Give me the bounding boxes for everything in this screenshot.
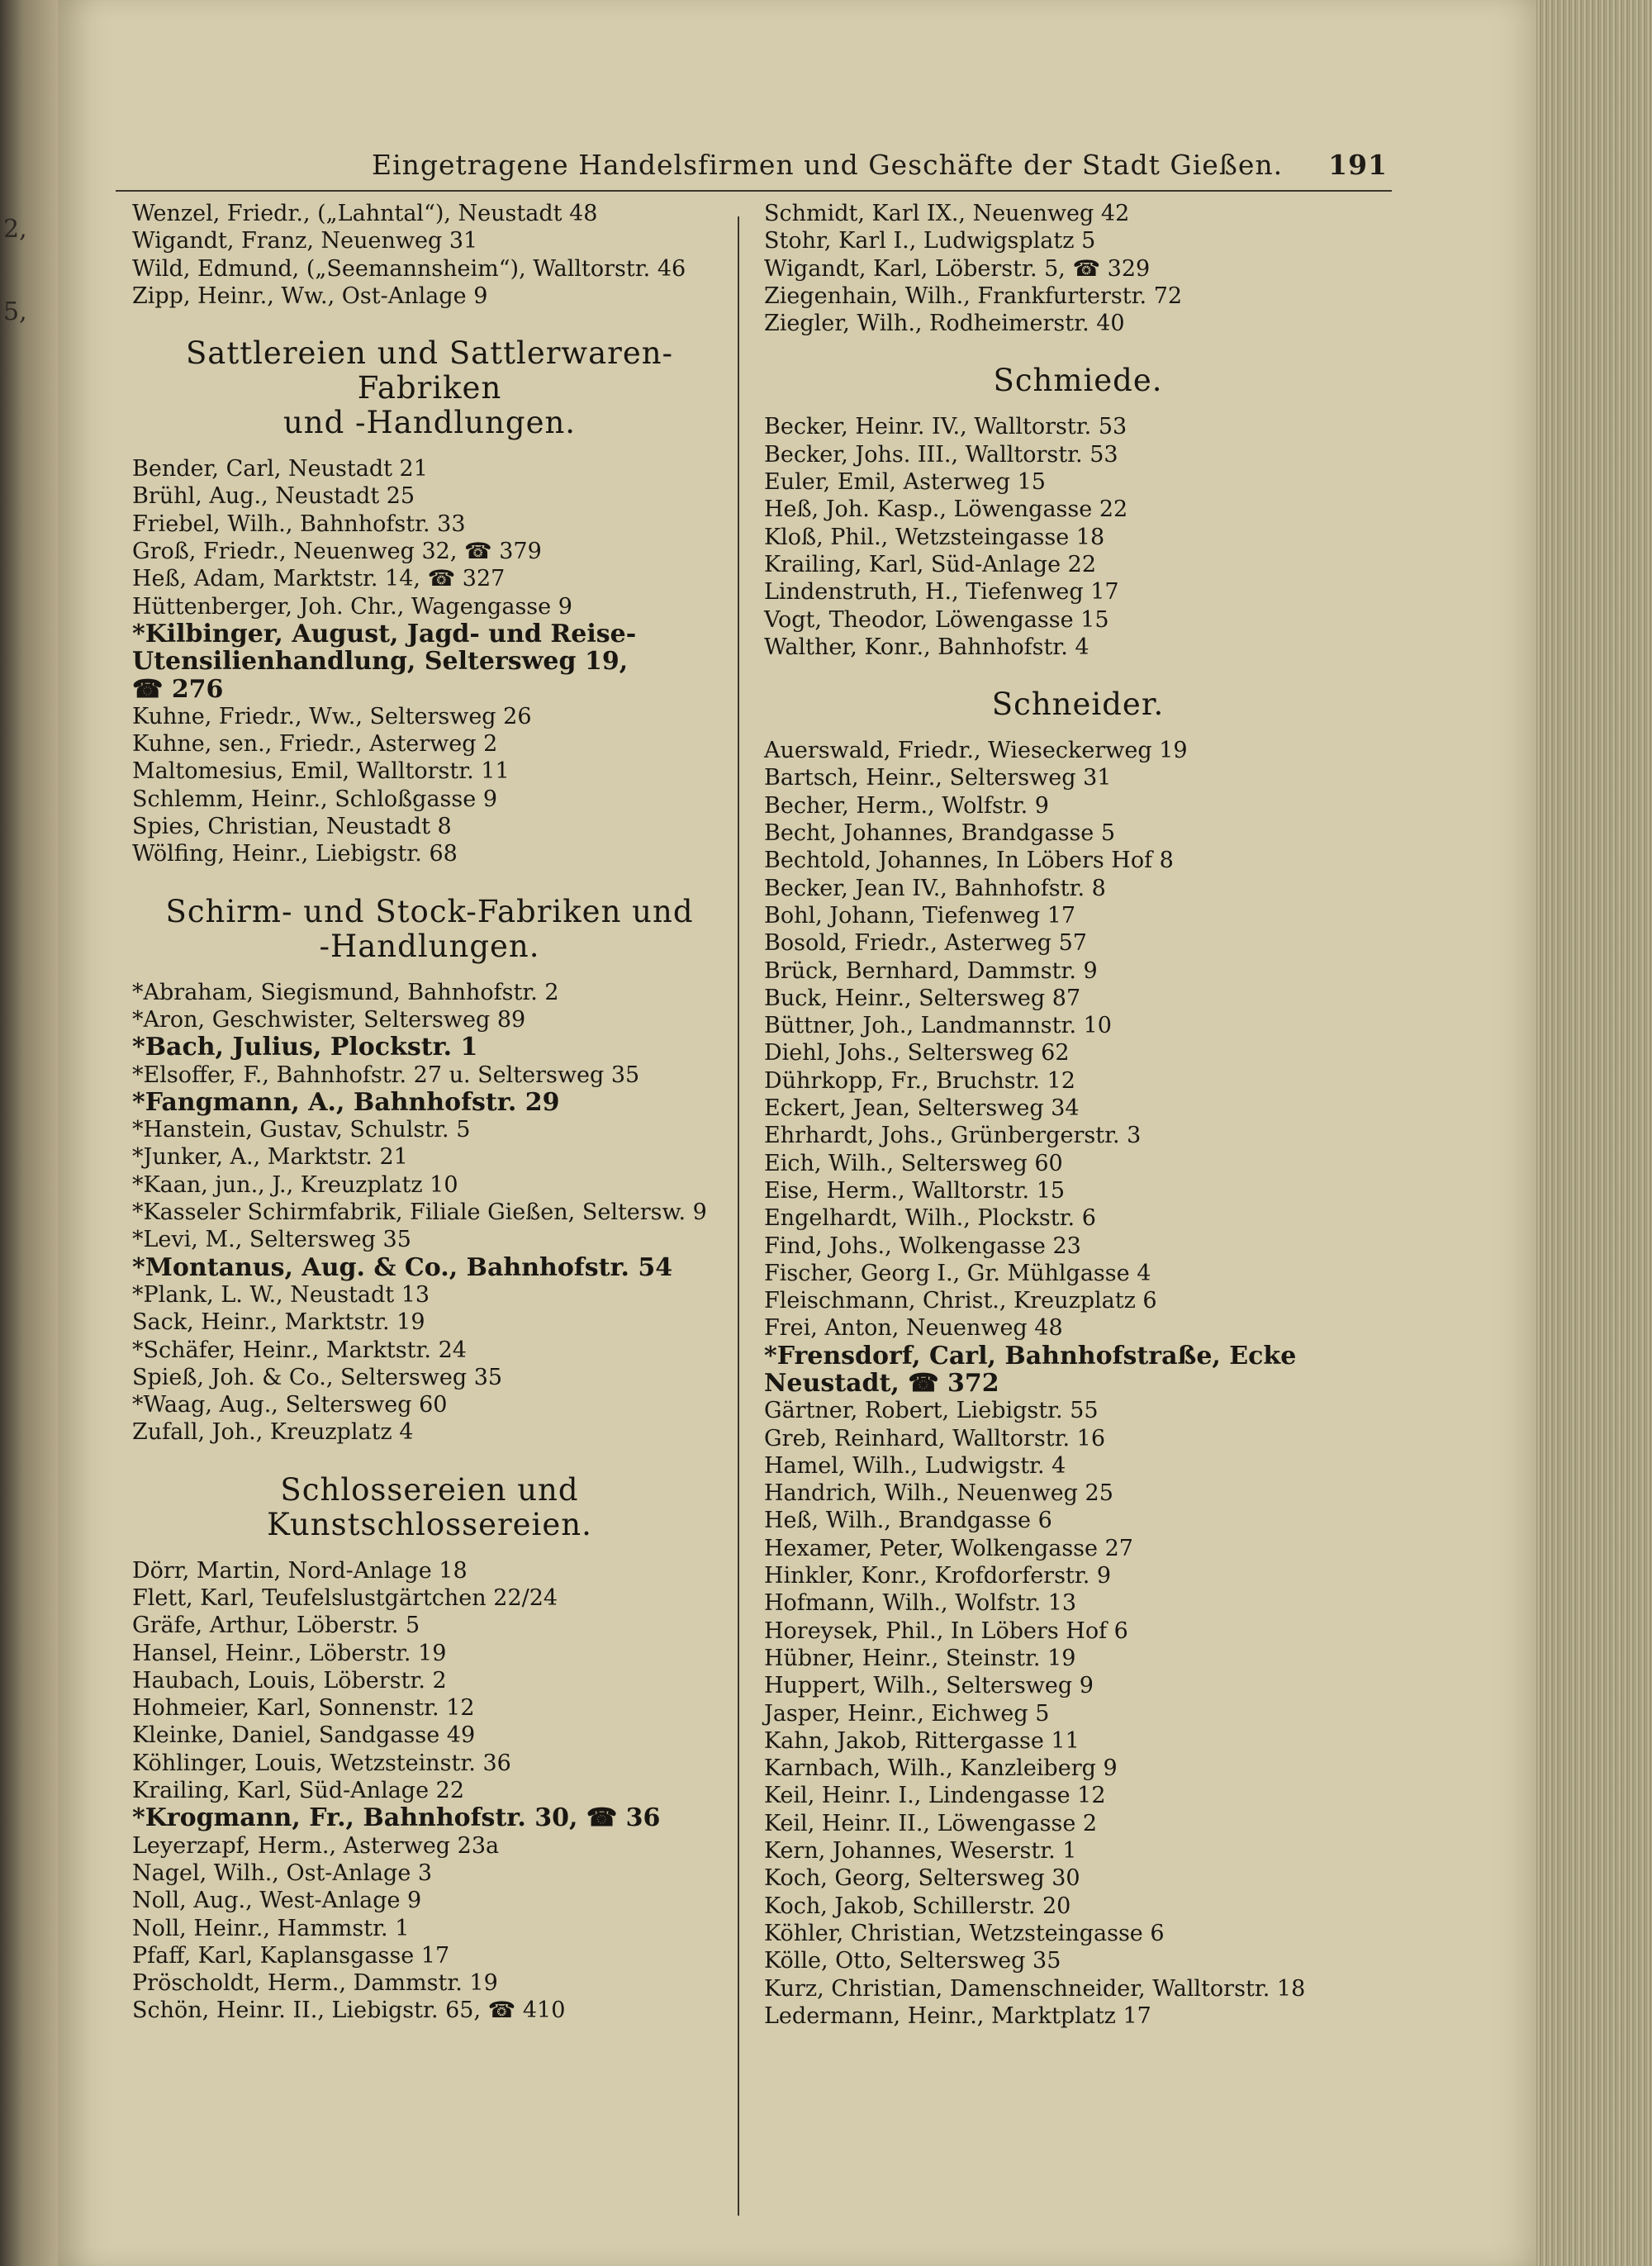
directory-entry: Wigandt, Franz, Neuenweg 31 <box>132 228 478 254</box>
directory-entry: Kloß, Phil., Wetzsteingasse 18 <box>764 524 1105 550</box>
directory-entry: ☎ 276 <box>132 674 224 704</box>
margin-note: 5, <box>3 297 27 326</box>
margin-note: 2, <box>3 215 27 244</box>
directory-entry: *Fangmann, A., Bahnhofstr. 29 <box>132 1087 560 1117</box>
directory-entry: Krailing, Karl, Süd-Anlage 22 <box>764 551 1097 577</box>
directory-entry: Schmidt, Karl IX., Neuenweg 42 <box>764 201 1130 226</box>
directory-entry: *Plank, L. W., Neustadt 13 <box>132 1281 430 1308</box>
directory-entry: Krailing, Karl, Süd-Anlage 22 <box>132 1778 465 1804</box>
directory-entry: *Aron, Geschwister, Seltersweg 89 <box>132 1006 526 1033</box>
directory-entry: Utensilienhandlung, Seltersweg 19, <box>132 647 629 677</box>
directory-entry: Stohr, Karl I., Ludwigsplatz 5 <box>764 228 1096 254</box>
directory-entry: Eich, Wilh., Seltersweg 60 <box>764 1150 1063 1176</box>
directory-entry: Kleinke, Daniel, Sandgasse 49 <box>132 1722 476 1749</box>
directory-entry: Hofmann, Wilh., Wolfstr. 13 <box>764 1590 1077 1617</box>
directory-entry: Becher, Herm., Wolfstr. 9 <box>764 792 1049 819</box>
heading-gap <box>132 440 727 455</box>
heading-gap <box>764 398 1392 413</box>
directory-entry: Kölle, Otto, Seltersweg 35 <box>764 1948 1061 1974</box>
directory-entry: Bender, Carl, Neustadt 21 <box>132 456 428 482</box>
directory-entry: Bartsch, Heinr., Seltersweg 31 <box>764 765 1112 791</box>
directory-entry: *Schäfer, Heinr., Marktstr. 24 <box>132 1337 467 1363</box>
directory-entry: *Montanus, Aug. & Co., Bahnhofstr. 54 <box>132 1252 673 1282</box>
directory-entry: *Kilbinger, August, Jagd- und Reise- <box>132 619 637 648</box>
directory-entry: Koch, Jakob, Schillerstr. 20 <box>764 1893 1071 1919</box>
section-heading: und -Handlungen. <box>282 405 577 441</box>
directory-entry: Pröscholdt, Herm., Dammstr. 19 <box>132 1970 498 1997</box>
directory-entry: Brühl, Aug., Neustadt 25 <box>132 483 415 510</box>
directory-entry: Eckert, Jean, Seltersweg 34 <box>764 1095 1080 1122</box>
directory-entry: Spies, Christian, Neustadt 8 <box>132 814 452 840</box>
directory-entry: Handrich, Wilh., Neuenweg 25 <box>764 1480 1113 1507</box>
directory-entry: Heß, Joh. Kasp., Löwengasse 22 <box>764 496 1128 523</box>
directory-entry: Jasper, Heinr., Eichweg 5 <box>764 1700 1050 1727</box>
directory-entry: Walther, Konr., Bahnhofstr. 4 <box>764 634 1089 660</box>
directory-entry: Becker, Jean IV., Bahnhofstr. 8 <box>764 875 1106 901</box>
directory-entry: Hüttenberger, Joh. Chr., Wagengasse 9 <box>132 593 572 620</box>
directory-entry: *Frensdorf, Carl, Bahnhofstraße, Ecke <box>764 1341 1297 1371</box>
directory-entry: Hamel, Wilh., Ludwigstr. 4 <box>764 1452 1066 1479</box>
directory-entry: Sack, Heinr., Marktstr. 19 <box>132 1309 425 1336</box>
directory-entry: Kahn, Jakob, Rittergasse 11 <box>764 1727 1080 1754</box>
directory-entry: Wild, Edmund, („Seemannsheim“), Walltorstr. 46 <box>132 255 686 282</box>
directory-entry: Kurz, Christian, Damenschneider, Walltorstr. 18 <box>764 1975 1306 2002</box>
directory-entry: Eise, Herm., Walltorstr. 15 <box>764 1177 1066 1204</box>
heading-gap <box>764 722 1392 737</box>
directory-entry: Keil, Heinr. II., Löwengasse 2 <box>764 1810 1098 1836</box>
directory-entry: Auerswald, Friedr., Wieseckerweg 19 <box>764 738 1188 764</box>
right-column <box>764 200 1392 2030</box>
directory-entry: Büttner, Joh., Landmannstr. 10 <box>764 1013 1112 1039</box>
left-column <box>132 200 727 2025</box>
directory-entry: Kern, Johannes, Weserstr. 1 <box>764 1838 1077 1865</box>
directory-entry: Hansel, Heinr., Löberstr. 19 <box>132 1640 447 1666</box>
directory-entry: *Kasseler Schirmfabrik, Filiale Gießen, Seltersw. 9 <box>132 1200 707 1226</box>
directory-entry: Neustadt, ☎ 372 <box>764 1368 999 1398</box>
page-edges <box>1536 0 1652 2266</box>
directory-entry: Groß, Friedr., Neuenweg 32, ☎ 379 <box>132 539 542 565</box>
directory-entry: Maltomesius, Emil, Walltorstr. 11 <box>132 758 510 785</box>
directory-entry: Becker, Johs. III., Walltorstr. 53 <box>764 441 1118 468</box>
directory-entry: Hohmeier, Karl, Sonnenstr. 12 <box>132 1695 475 1722</box>
directory-entry: *Junker, A., Marktstr. 21 <box>132 1144 408 1171</box>
directory-entry: Schön, Heinr. II., Liebigstr. 65, ☎ 410 <box>132 1998 566 2024</box>
directory-entry: Wölfing, Heinr., Liebigstr. 68 <box>132 841 458 867</box>
directory-entry: Karnbach, Wilh., Kanzleiberg 9 <box>764 1755 1118 1782</box>
directory-entry: Hübner, Heinr., Steinstr. 19 <box>764 1645 1076 1671</box>
section-heading: Sattlereien und Sattlerwaren-Fabriken <box>185 335 674 406</box>
directory-entry: Hexamer, Peter, Wolkengasse 27 <box>764 1535 1133 1561</box>
directory-entry: Vogt, Theodor, Löwengasse 15 <box>764 606 1109 633</box>
directory-entry: Fischer, Georg I., Gr. Mühlgasse 4 <box>764 1260 1151 1286</box>
section-heading: -Handlungen. <box>319 928 540 964</box>
directory-entry: Ledermann, Heinr., Marktplatz 17 <box>764 2002 1151 2029</box>
running-header <box>314 149 1388 190</box>
directory-entry: Keil, Heinr. I., Lindengasse 12 <box>764 1783 1106 1809</box>
directory-entry: Becht, Johannes, Brandgasse 5 <box>764 820 1116 847</box>
directory-entry: *Abraham, Siegismund, Bahnhofstr. 2 <box>132 979 559 1005</box>
section-heading: Schneider. <box>991 686 1165 723</box>
directory-entry: Engelhardt, Wilh., Plockstr. 6 <box>764 1205 1096 1232</box>
directory-entry: *Levi, M., Seltersweg 35 <box>132 1227 411 1253</box>
section-gap <box>132 310 727 336</box>
directory-entry: *Krogmann, Fr., Bahnhofstr. 30, ☎ 36 <box>132 1803 661 1833</box>
header-rule <box>116 190 1392 192</box>
section-heading: Schmiede. <box>993 363 1163 399</box>
directory-entry: Dührkopp, Fr., Bruchstr. 12 <box>764 1067 1075 1094</box>
heading-gap <box>132 1542 727 1557</box>
directory-entry: Leyerzapf, Herm., Asterweg 23a <box>132 1832 500 1859</box>
directory-entry: Brück, Bernhard, Dammstr. 9 <box>764 957 1098 984</box>
directory-entry: Bechtold, Johannes, In Löbers Hof 8 <box>764 848 1174 874</box>
directory-entry: Wenzel, Friedr., („Lahntal“), Neustadt 48 <box>132 201 598 226</box>
directory-entry: Flett, Karl, Teufelslustgärtchen 22/24 <box>132 1584 558 1611</box>
directory-entry: Greb, Reinhard, Walltorstr. 16 <box>764 1425 1106 1451</box>
directory-entry: *Kaan, jun., J., Kreuzplatz 10 <box>132 1171 458 1198</box>
directory-entry: Noll, Aug., West-Anlage 9 <box>132 1888 422 1914</box>
heading-gap <box>132 964 727 979</box>
directory-entry: Kuhne, sen., Friedr., Asterweg 2 <box>132 731 498 758</box>
directory-entry: Find, Johs., Wolkengasse 23 <box>764 1233 1081 1259</box>
directory-entry: Gräfe, Arthur, Löberstr. 5 <box>132 1613 420 1639</box>
directory-entry: Dörr, Martin, Nord-Anlage 18 <box>132 1557 468 1584</box>
directory-entry: Buck, Heinr., Seltersweg 87 <box>764 985 1081 1011</box>
directory-entry: Heß, Adam, Marktstr. 14, ☎ 327 <box>132 566 506 592</box>
section-heading: Schlossereien und Kunstschlossereien. <box>267 1471 592 1542</box>
directory-entry: Pfaff, Karl, Kaplansgasse 17 <box>132 1942 450 1969</box>
directory-entry: Ehrhardt, Johs., Grünbergerstr. 3 <box>764 1123 1142 1149</box>
directory-entry: Bosold, Friedr., Asterweg 57 <box>764 930 1087 957</box>
directory-entry: Fleischmann, Christ., Kreuzplatz 6 <box>764 1288 1157 1314</box>
section-gap <box>764 661 1392 687</box>
directory-entry: Noll, Heinr., Hammstr. 1 <box>132 1915 410 1941</box>
directory-entry: Huppert, Wilh., Seltersweg 9 <box>764 1673 1094 1699</box>
directory-entry: *Waag, Aug., Seltersweg 60 <box>132 1392 448 1418</box>
directory-entry: Gärtner, Robert, Liebigstr. 55 <box>764 1398 1099 1424</box>
directory-entry: Zipp, Heinr., Ww., Ost-Anlage 9 <box>132 283 488 309</box>
directory-entry: Diehl, Johs., Seltersweg 62 <box>764 1040 1070 1066</box>
directory-entry: *Elsoffer, F., Bahnhofstr. 27 u. Seltersweg 35 <box>132 1062 640 1088</box>
directory-entry: Schlemm, Heinr., Schloßgasse 9 <box>132 786 497 812</box>
directory-entry: Haubach, Louis, Löberstr. 2 <box>132 1667 447 1694</box>
section-gap <box>132 868 727 895</box>
directory-entry: Frei, Anton, Neuenweg 48 <box>764 1315 1063 1342</box>
directory-entry: Koch, Georg, Seltersweg 30 <box>764 1865 1080 1892</box>
directory-entry: Köhlinger, Louis, Wetzsteinstr. 36 <box>132 1750 511 1776</box>
directory-entry: Becker, Heinr. IV., Walltorstr. 53 <box>764 414 1127 440</box>
column-divider <box>738 216 739 2216</box>
section-heading: Schirm- und Stock-Fabriken und <box>165 893 694 929</box>
directory-entry: Kuhne, Friedr., Ww., Seltersweg 26 <box>132 703 532 729</box>
header-title: Eingetragene Handelsfirmen und Geschäfte der Stadt Gießen. <box>372 149 1284 181</box>
directory-entry: *Hanstein, Gustav, Schulstr. 5 <box>132 1117 471 1143</box>
page-number: 191 <box>1328 149 1388 181</box>
directory-entry: Köhler, Christian, Wetzsteingasse 6 <box>764 1920 1165 1946</box>
directory-entry: Horeysek, Phil., In Löbers Hof 6 <box>764 1618 1128 1644</box>
directory-entry: *Bach, Julius, Plockstr. 1 <box>132 1033 478 1062</box>
directory-entry: Zufall, Joh., Kreuzplatz 4 <box>132 1419 414 1446</box>
directory-entry: Heß, Wilh., Brandgasse 6 <box>764 1508 1052 1534</box>
directory-entry: Ziegler, Wilh., Rodheimerstr. 40 <box>764 311 1125 337</box>
directory-entry: Ziegenhain, Wilh., Frankfurterstr. 72 <box>764 283 1183 309</box>
directory-entry: Nagel, Wilh., Ost-Anlage 3 <box>132 1860 433 1886</box>
directory-entry: Bohl, Johann, Tiefenweg 17 <box>764 902 1076 929</box>
directory-entry: Hinkler, Konr., Krofdorferstr. 9 <box>764 1563 1112 1589</box>
binding-edge <box>0 0 58 2266</box>
directory-entry: Wigandt, Karl, Löberstr. 5, ☎ 329 <box>764 255 1151 282</box>
directory-entry: Friebel, Wilh., Bahnhofstr. 33 <box>132 511 466 537</box>
directory-entry: Euler, Emil, Asterweg 15 <box>764 469 1046 496</box>
directory-entry: Lindenstruth, H., Tiefenweg 17 <box>764 579 1119 606</box>
section-gap <box>132 1447 727 1473</box>
section-gap <box>764 337 1392 363</box>
directory-entry: Spieß, Joh. & Co., Seltersweg 35 <box>132 1364 503 1390</box>
